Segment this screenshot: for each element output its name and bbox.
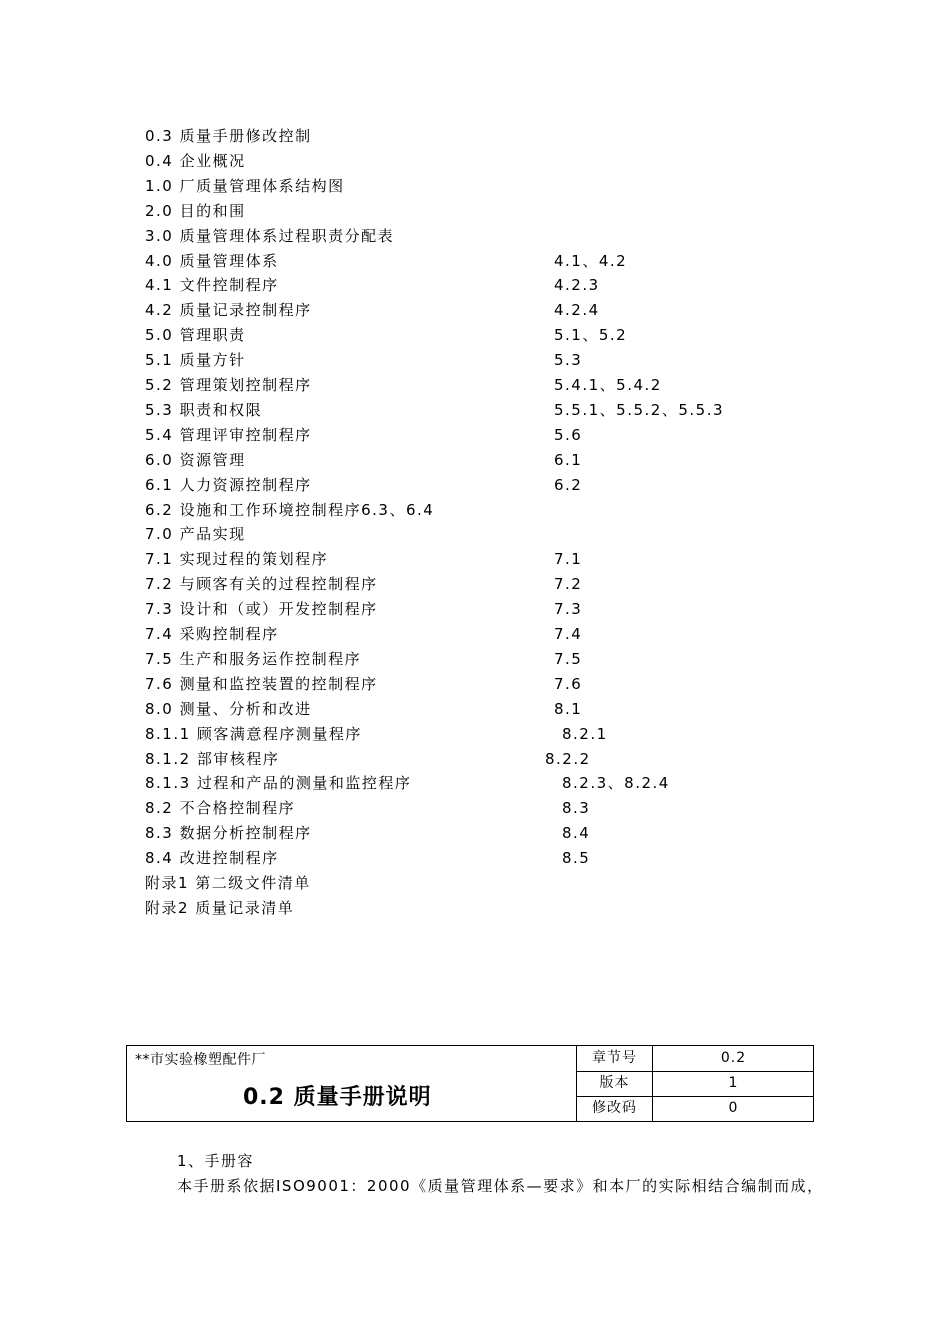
toc-entry-title: 8.0 测量、分析和改进	[145, 699, 312, 718]
toc-entry-title: 5.0 管理职责	[145, 326, 246, 345]
section-heading: 1、手册容	[177, 1152, 255, 1170]
toc-entry-clause-ref: 8.4	[562, 824, 591, 843]
toc-entry-clause-ref: 4.2.3	[554, 276, 600, 295]
toc-entry-title: 附录2 质量记录清单	[145, 898, 295, 917]
toc-entry-clause-ref: 5.3	[554, 351, 583, 370]
toc-entry-clause-ref: 5.5.1、5.5.2、5.5.3	[554, 400, 724, 419]
toc-entry-title: 8.3 数据分析控制程序	[145, 824, 312, 843]
body-paragraph: 本手册系依据ISO9001：2000《质量管理体系—要求》和本厂的实际相结合编制而成，	[177, 1177, 824, 1195]
toc-entry-title: 5.4 管理评审控制程序	[145, 425, 312, 444]
toc-entry-title: 3.0 质量管理体系过程职责分配表	[145, 226, 395, 245]
toc-entry-title: 7.2 与顾客有关的过程控制程序	[145, 575, 378, 594]
chapter-number-label: 章节号	[592, 1050, 637, 1066]
toc-entry-title: 6.0 资源管理	[145, 450, 246, 469]
toc-entry-clause-ref: 7.5	[554, 649, 583, 668]
chapter-number-value: 0.2	[720, 1050, 747, 1066]
toc-entry-clause-ref: 8.2.3、8.2.4	[562, 774, 670, 793]
toc-entry-title: 8.1.1 顾客满意程序测量程序	[145, 724, 362, 743]
toc-entry-clause-ref: 5.6	[554, 425, 583, 444]
toc-entry-clause-ref: 4.2.4	[554, 301, 600, 320]
toc-entry-title: 8.1.3 过程和产品的测量和监控程序	[145, 774, 412, 793]
section-title: 0.2 质量手册说明	[243, 1085, 432, 1110]
toc-entry-clause-ref: 6.2	[554, 475, 583, 494]
toc-entry-title: 6.2 设施和工作环境控制程序6.3、6.4	[145, 500, 435, 519]
toc-entry-title: 7.1 实现过程的策划程序	[145, 550, 329, 569]
toc-entry-clause-ref: 7.6	[554, 674, 583, 693]
toc-entry-clause-ref: 7.3	[554, 600, 583, 619]
toc-entry-title: 5.2 管理策划控制程序	[145, 376, 312, 394]
toc-entry-clause-ref: 8.1	[554, 699, 583, 718]
toc-entry-title: 8.2 不合格控制程序	[145, 799, 296, 818]
toc-entry-clause-ref: 7.4	[554, 625, 583, 643]
toc-entry-title: 5.3 职责和权限	[145, 400, 263, 419]
document-header-table	[126, 1045, 814, 1122]
toc-entry-title: 7.5 生产和服务运作控制程序	[145, 649, 362, 668]
toc-entry-title: 5.1 质量方针	[145, 351, 246, 370]
toc-entry-title: 0.4 企业概况	[145, 151, 246, 170]
version-label: 版本	[599, 1075, 630, 1091]
toc-entry-title: 0.3 质量手册修改控制	[145, 127, 312, 145]
toc-entry-title: 附录1 第二级文件清单	[145, 874, 311, 892]
toc-entry-title: 7.0 产品实现	[145, 525, 246, 544]
toc-entry-title: 4.0 质量管理体系	[145, 251, 279, 270]
toc-entry-clause-ref: 7.2	[554, 575, 583, 594]
toc-entry-title: 1.0 厂质量管理体系结构图	[145, 176, 345, 195]
toc-entry-title: 7.3 设计和（或）开发控制程序	[145, 600, 378, 619]
toc-entry-title: 6.1 人力资源控制程序	[145, 475, 312, 494]
toc-entry-clause-ref: 7.1	[554, 550, 583, 569]
version-value: 1	[728, 1075, 739, 1091]
revision-code-label: 修改码	[592, 1100, 637, 1116]
company-name: **市实验橡塑配件厂	[135, 1052, 266, 1068]
toc-entry-title: 2.0 目的和围	[145, 201, 246, 220]
toc-entry-clause-ref: 5.4.1、5.4.2	[554, 376, 662, 394]
revision-code-value: 0	[728, 1100, 739, 1116]
toc-entry-clause-ref: 6.1	[554, 450, 583, 469]
toc-entry-title: 4.1 文件控制程序	[145, 276, 279, 295]
toc-entry-title: 4.2 质量记录控制程序	[145, 301, 312, 320]
toc-entry-title: 7.6 测量和监控装置的控制程序	[145, 674, 378, 693]
toc-entry-clause-ref: 5.1、5.2	[554, 326, 628, 345]
toc-entry-title: 8.4 改进控制程序	[145, 849, 279, 868]
toc-entry-title: 7.4 采购控制程序	[145, 625, 279, 643]
toc-entry-clause-ref: 8.2.1	[562, 724, 608, 743]
toc-entry-clause-ref: 8.3	[562, 799, 591, 818]
toc-entry-clause-ref: 4.1、4.2	[554, 251, 628, 270]
toc-entry-clause-ref: 8.2.2	[545, 749, 591, 768]
toc-entry-clause-ref: 8.5	[562, 849, 591, 868]
toc-entry-title: 8.1.2 部审核程序	[145, 749, 280, 768]
